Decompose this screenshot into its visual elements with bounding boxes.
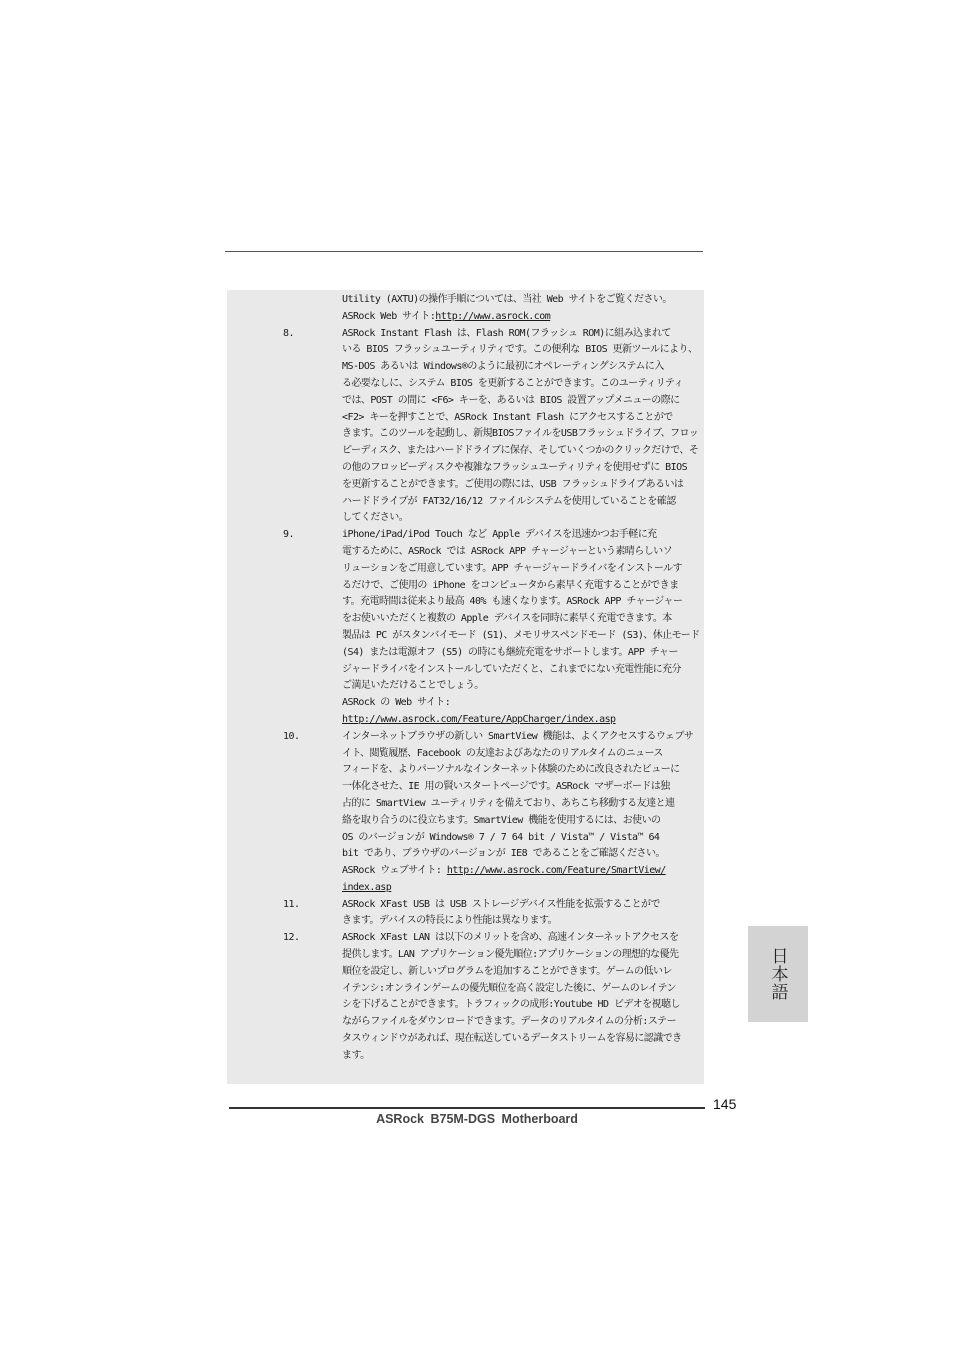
item-number: 10. [283,730,300,742]
list-item-9 [283,527,707,729]
text-line: リューションをご用意しています。APP チャージャードライバをインストールす [342,562,682,574]
text-line: 電するために、ASRock では ASRock APP チャージャーという素晴らしいソ [342,545,673,557]
language-side-tab [748,926,808,1022]
text-line: ご満足いただけることでしょう。 [342,680,484,692]
page-number: 145 [713,1096,737,1112]
text-line: OS のバージョンが Windows® 7 / 7 64 bit / Vista™ / Vista™ 64 [342,831,660,843]
text-line [342,863,707,880]
item-number: 11. [283,898,300,910]
text-line: ハードドライブが FAT32/16/12 ファイルシステムを使用していることを確認 [342,495,676,507]
text-line: <F2> キーを押すことで、ASRock Instant Flash にアクセスすることがで [342,411,673,423]
text-line: シを下げることができます。トラフィックの成形:Youtube HD ビデオを視聴し [342,999,680,1011]
text-line: きます。このツールを起動し、新規BIOSファイルをUSBフラッシュドライブ、フロッ [342,428,699,440]
text-line: タスウィンドウがあれば、現在転送しているデータストリームを容易に認識でき [342,1033,682,1045]
text-line: ASRock Instant Flash は、Flash ROM(フラッシュ ROM)に組み込まれて [342,327,671,339]
footer-rule [229,1107,705,1109]
list-item-11 [283,897,707,931]
text-line: いる BIOS フラッシュユーティリティです。この便利な BIOS 更新ツールにより、 [342,344,698,356]
text-line: (S4) または電源オフ (S5) の時にも継続充電をサポートします。APP チャー [342,646,678,658]
text-line: きます。デバイスの特長により性能は異なります。 [342,915,558,927]
feature-list [283,292,707,1065]
text-line: す。充電時間は従来より最高 40% も速くなります。ASRock APP チャージャー [342,596,683,608]
text-line: ASRock XFast USB は USB ストレージデバイス性能を拡張することがで [342,898,660,910]
text-line: 提供します。LAN アプリケーション優先順位:アプリケーションの理想的な優先 [342,949,679,961]
footer-title: ASRock B75M-DGS Motherboard [376,1112,578,1126]
text-line: イテンシ:オンラインゲームの優先順位を高く設定した後に、ゲームのレイテン [342,982,676,994]
header-rule [225,251,703,252]
list-item-12 [283,930,707,1064]
list-item-8 [283,326,707,528]
text-line: 絡を取り合うのに役立ちます。SmartView 機能を使用するには、お使いの [342,814,661,826]
text-line: の他のフロッピーディスクや複雑なフラッシュユーティリティを使用せずに BIOS [342,461,688,473]
appcharger-link[interactable]: http://www.asrock.com/Feature/AppCharger/index.asp [342,713,616,725]
asrock-website-link[interactable]: http://www.asrock.com [435,310,551,322]
text-line: を更新することができます。ご使用の際には、USB フラッシュドライブあるいは [342,478,684,490]
list-item-10 [283,729,707,897]
item-number: 8. [283,327,294,339]
text-line: る必要なしに、システム BIOS を更新することができます。このユーティリティ [342,377,684,389]
text-line: フィードを、よりパーソナルなインターネット体験のために改良されたビューに [342,764,680,776]
text-line: ます。 [342,1049,370,1061]
text-line: ASRock XFast LAN は以下のメリットを含め、高速インターネットアクセスを [342,932,679,944]
smartview-link-continued[interactable]: index.asp [342,881,392,893]
text-line: るだけで、ご使用の iPhone をコンピュータから素早く充電することができま [342,579,679,591]
text-line: インターネットブラウザの新しい SmartView 機能は、よくアクセスするウェブサ [342,730,694,742]
text-line: ジャードライバをインストールしていただくと、これまでにない充電性能に充分 [342,663,681,675]
intro-paragraph [283,292,707,326]
text-line: 一体化させた、IE 用の賢いスタートページです。ASRock マザーボードは独 [342,781,670,793]
language-label: 日本語 [767,947,788,1001]
text-line [342,309,707,326]
text-line: iPhone/iPad/iPod Touch など Apple デバイスを迅速かつお手軽に充 [342,529,657,541]
link-label: ASRock Web サイト: [342,310,436,322]
text-line: イト、閲覧履歴、Facebook の友達およびあなたのリアルタイムのニュース [342,747,663,759]
link-label: ASRock ウェブサイト: [342,865,447,877]
text-line: bit であり、ブラウザのバージョンが IE8 であることをご確認ください。 [342,848,665,860]
item-number: 9. [283,529,294,541]
text-line: MS-DOS あるいは Windows®のように最初にオペレーティングシステムに入 [342,361,664,373]
text-line: ピーディスク、またはハードドライブに保存、そしていくつかのクリックだけで、そ [342,445,699,457]
text-line: 占的に SmartView ユーティリティを備えており、あちこち移動する友達と連 [342,797,675,809]
text-line: Utility (AXTU)の操作手順については、当社 Web サイトをご覧ください。 [342,294,672,305]
text-line: ASRock の Web サイト: [342,697,451,709]
text-line: ながらファイルをダウンロードできます。データのリアルタイムの分析:ステー [342,1016,677,1028]
text-line: 順位を設定し、新しいプログラムを追加することができます。ゲームの低いレ [342,965,672,977]
text-line: をお使いいただくと複数の Apple デバイスを同時に素早く充電できます。本 [342,613,672,625]
text-line: 製品は PC がスタンバイモード (S1)、メモリサスペンドモード (S3)、休止モード [342,629,700,641]
item-number: 12. [283,932,300,944]
text-line: では、POST の間に <F6> キーを、あるいは BIOS 設置アップメニューの際に [342,394,680,406]
smartview-link[interactable]: http://www.asrock.com/Feature/SmartView/ [446,865,666,877]
text-line: してください。 [342,512,409,524]
